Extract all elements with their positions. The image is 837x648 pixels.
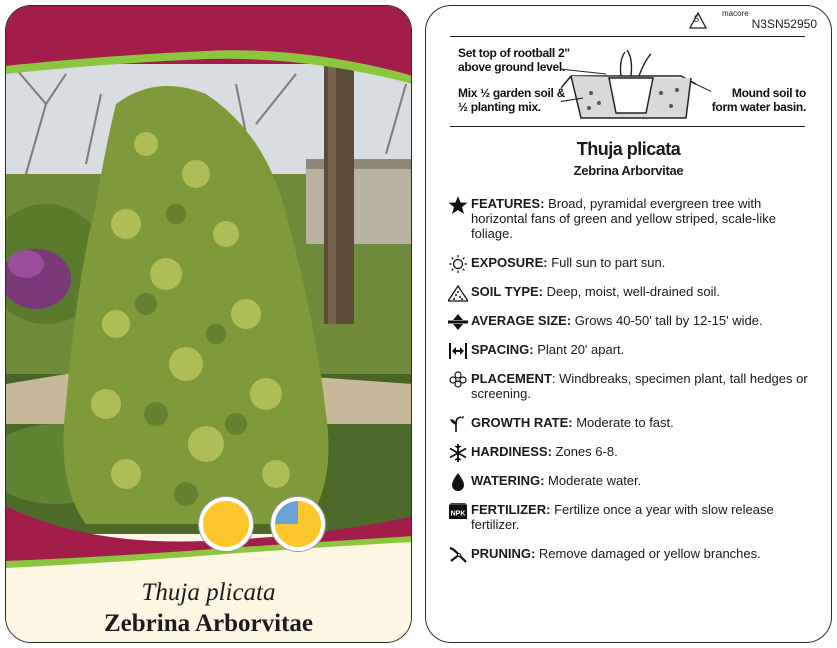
fertilizer-text: Fertilize once a year with slow release fertilizer. [471, 502, 774, 532]
size-text: Grows 40-50' tall by 12-15' wide. [574, 313, 763, 328]
soil-mix-instruction: Mix ½ garden soil & ½ planting mix. [458, 86, 565, 114]
front-common-name: Zebrina Arborvitae [103, 610, 313, 637]
svg-text:NPK: NPK [450, 510, 466, 518]
star-icon [448, 196, 468, 214]
size-label: AVERAGE SIZE: [471, 313, 572, 328]
pruning-label: PRUNING: [471, 546, 536, 561]
rootball-instruction: Set top of rootball 2" above ground level. [458, 46, 570, 74]
sku-code: N3SN52950 [751, 17, 817, 31]
soil-label: SOIL TYPE: [471, 284, 543, 299]
watering-label: WATERING: [471, 473, 545, 488]
part-sun-icon [271, 497, 325, 551]
placement-icon [448, 371, 468, 389]
pruners-icon [448, 546, 468, 564]
soil-text: Deep, moist, well-drained soil. [546, 284, 721, 299]
hardiness-label: HARDINESS: [471, 444, 552, 459]
npk-icon [448, 502, 468, 520]
recycle-number: 5 [694, 14, 700, 24]
front-botanical-name: Thuja plicata [141, 579, 276, 606]
spacing-text: Plant 20' apart. [537, 342, 625, 357]
placement-text: : Windbreaks, specimen plant, tall hedges or screening. [471, 371, 808, 401]
full-sun-icon [199, 497, 253, 551]
growth-text: Moderate to fast. [576, 415, 674, 430]
spacing-label: SPACING: [471, 342, 534, 357]
top-divider [450, 36, 805, 37]
recycle-brand: macore [722, 9, 749, 18]
front-card [5, 5, 412, 643]
planting-diagram [561, 48, 711, 120]
growth-icon [448, 415, 468, 433]
exposure-label: EXPOSURE: [471, 255, 548, 270]
features-label: FEATURES: [471, 196, 545, 211]
watering-text: Moderate water. [548, 473, 642, 488]
size-icon [448, 313, 468, 331]
basin-instruction: Mound soil to form water basin. [711, 86, 806, 114]
features-text: Broad, pyramidal evergreen tree with horizontal fans of green and yellow striped, scale-like foliage. [471, 196, 776, 241]
growth-label: GROWTH RATE: [471, 415, 573, 430]
hardiness-text: Zones 6-8. [555, 444, 618, 459]
snowflake-icon [448, 444, 468, 462]
back-botanical-name: Thuja plicata [576, 139, 681, 159]
spacing-icon [448, 342, 468, 360]
back-common-name: Zebrina Arborvitae [573, 163, 684, 178]
sun-icon [448, 255, 468, 273]
pruning-text: Remove damaged or yellow branches. [538, 546, 761, 561]
placement-label: PLACEMENT [471, 371, 552, 386]
soil-icon [448, 284, 468, 302]
diagram-divider [450, 126, 805, 127]
top-curve [6, 6, 412, 136]
water-drop-icon [448, 473, 468, 491]
exposure-text: Full sun to part sun. [551, 255, 666, 270]
back-card [425, 5, 832, 643]
fertilizer-label: FERTILIZER: [471, 502, 551, 517]
